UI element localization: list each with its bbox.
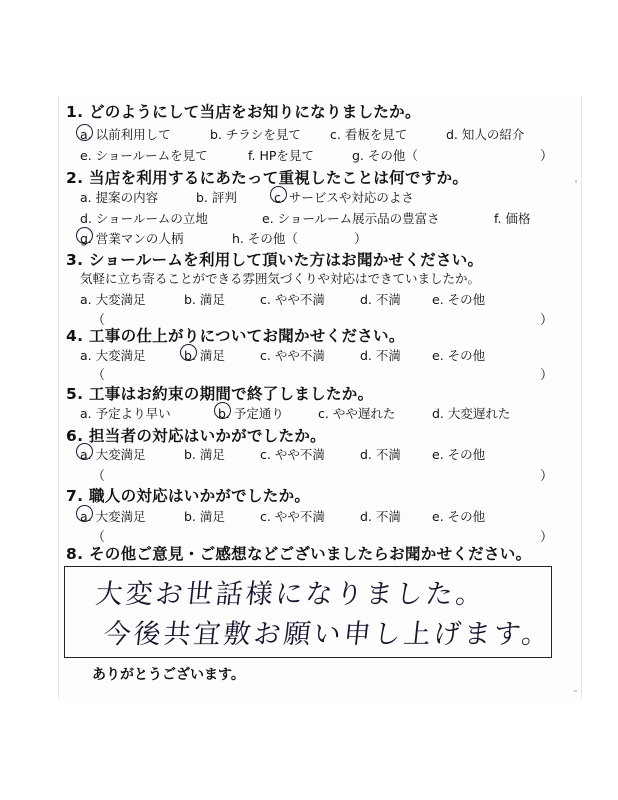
question-3-title: 3. ショールームを利用して頂いた方はお聞かせください。	[66, 251, 484, 269]
q3-option-b[interactable]: b. 満足	[184, 292, 225, 307]
q3-option-c[interactable]: c. やや不満	[260, 292, 325, 307]
q7-option-d[interactable]: d. 不満	[360, 509, 401, 524]
question-6-title: 6. 担当者の対応はいかがでしたか。	[66, 427, 326, 445]
thank-you-text: ありがとうございます。	[92, 667, 245, 683]
handwritten-comment-line-1: 大変お世話様になりました。	[94, 579, 488, 610]
q4-other-close: ）	[540, 368, 554, 383]
question-2-title: 2. 当店を利用するにあたって重視したことは何ですか。	[66, 169, 469, 187]
q3-question: 気軽に立ち寄ることができる雰囲気づくりや対応はできていましたか。	[80, 271, 481, 286]
q5-option-a[interactable]: a. 予定より早い	[80, 406, 171, 421]
q4-option-a[interactable]: a. 大変満足	[80, 348, 146, 363]
q3-option-a[interactable]: a. 大変満足	[80, 292, 146, 307]
q2-option-b[interactable]: b. 評判	[196, 190, 237, 205]
q1-option-d[interactable]: d. 知人の紹介	[446, 127, 525, 142]
q2-option-h[interactable]: h. その他（	[232, 231, 298, 246]
q3-other-close: ）	[540, 313, 554, 328]
q7-other-close: ）	[540, 530, 554, 545]
q6-option-b[interactable]: b. 満足	[184, 447, 225, 462]
scan-speck	[575, 180, 577, 183]
q6-option-c[interactable]: c. やや不満	[260, 447, 325, 462]
q1-option-g[interactable]: g. その他（	[352, 148, 418, 163]
q1-other-close: ）	[540, 149, 554, 164]
q4-option-b[interactable]: b. 満足	[184, 348, 225, 363]
q7-option-b[interactable]: b. 満足	[184, 509, 225, 524]
q1-option-a[interactable]: a. 以前利用して	[80, 127, 171, 142]
q7-option-e[interactable]: e. その他	[432, 509, 486, 524]
question-4-title: 4. 工事の仕上がりについてお聞かせください。	[66, 327, 405, 345]
q2-option-c[interactable]: c. サービスや対応のよさ	[274, 190, 414, 205]
q4-option-c[interactable]: c. やや不満	[260, 348, 325, 363]
q6-option-e[interactable]: e. その他	[432, 447, 486, 462]
q6-other-open: （	[92, 469, 106, 484]
q7-option-c[interactable]: c. やや不満	[260, 509, 325, 524]
q5-option-d[interactable]: d. 大変遅れた	[432, 406, 511, 421]
q7-option-a[interactable]: a. 大変満足	[80, 509, 146, 524]
q2-option-g[interactable]: g. 営業マンの人柄	[80, 231, 184, 246]
q6-other-close: ）	[540, 469, 554, 484]
q6-option-d[interactable]: d. 不満	[360, 447, 401, 462]
q4-option-d[interactable]: d. 不満	[360, 348, 401, 363]
q2-option-f[interactable]: f. 価格	[494, 211, 531, 226]
q5-option-c[interactable]: c. やや遅れた	[318, 406, 396, 421]
q3-option-d[interactable]: d. 不満	[360, 292, 401, 307]
q5-option-b[interactable]: b. 予定通り	[218, 406, 284, 421]
q6-option-a[interactable]: a. 大変満足	[80, 447, 146, 462]
scan-speck	[574, 690, 577, 692]
q3-option-e[interactable]: e. その他	[432, 292, 486, 307]
question-7-title: 7. 職人の対応はいかがでしたか。	[66, 487, 311, 505]
q1-option-b[interactable]: b. チラシを見て	[210, 127, 301, 142]
question-1-title: 1. どのようにして当店をお知りになりましたか。	[66, 103, 421, 121]
q1-option-f[interactable]: f. HPを見て	[248, 148, 314, 163]
q3-other-open: （	[92, 313, 106, 328]
question-8-title: 8. その他ご意見・ご感想などございましたらお聞かせください。	[66, 545, 532, 563]
q2-option-a[interactable]: a. 提案の内容	[80, 190, 159, 205]
q1-option-e[interactable]: e. ショールームを見て	[80, 148, 208, 163]
handwritten-comment-line-2: 今後共宜敷お願い申し上げます。	[102, 619, 554, 650]
q2-option-e[interactable]: e. ショールーム展示品の豊富さ	[262, 211, 440, 226]
question-5-title: 5. 工事はお約束の期間で終了しましたか。	[66, 385, 374, 403]
q7-other-open: （	[92, 530, 106, 545]
q2-option-d[interactable]: d. ショールームの立地	[80, 211, 208, 226]
q2-other-close: ）	[354, 232, 368, 247]
q1-option-c[interactable]: c. 看板を見て	[330, 127, 408, 142]
q4-other-open: （	[92, 368, 106, 383]
q4-option-e[interactable]: e. その他	[432, 348, 486, 363]
